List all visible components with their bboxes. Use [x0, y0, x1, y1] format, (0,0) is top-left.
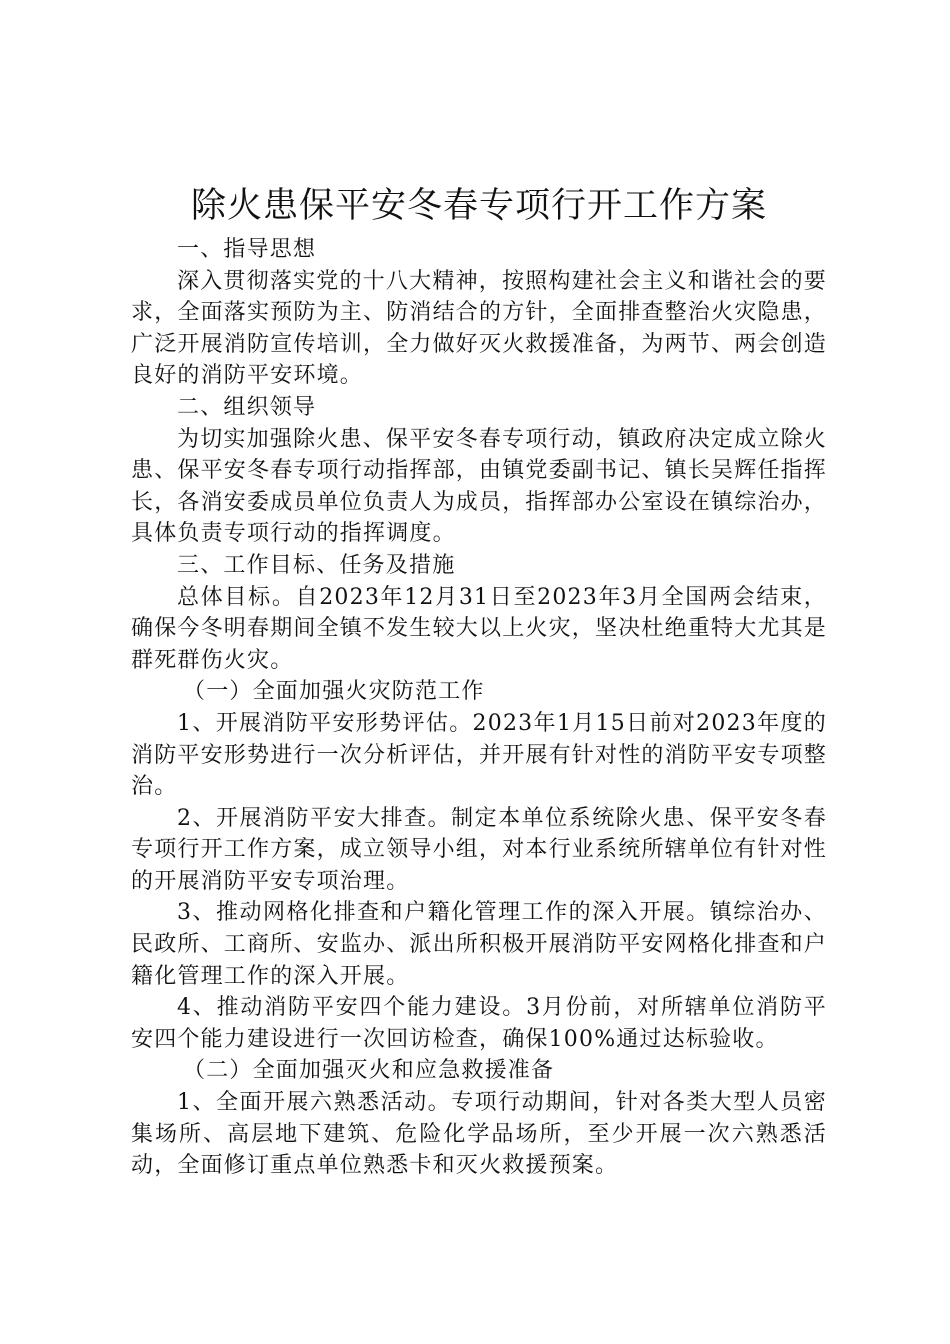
- list-item-grid-management: 3、推动网格化排查和户籍化管理工作的深入开展。镇综治办、民政所、工商所、安监办、派出所积极开展消防平安网格化排查和户籍化管理工作的深入开展。: [131, 900, 828, 989]
- subsection-heading-rescue-preparation: （二）全面加强灭火和应急救援准备: [183, 1058, 555, 1084]
- section-heading-guiding-ideology: 一、指导思想: [177, 237, 317, 262]
- list-item-six-familiarity: 1、全面开展六熟悉活动。专项行动期间，针对各类大型人员密集场所、高层地下建筑、危险化学品场所，至少开展一次六熟悉活动，全面修订重点单位熟悉卡和灭火救援预案。: [131, 1090, 827, 1179]
- document-title: 除火患保平安冬春专项行开工作方案: [190, 186, 767, 226]
- list-item-safety-inspection: 2、开展消防平安大排查。制定本单位系统除火患、保平安冬春专项行开工作方案，成立领导小组，对本行业系统所辖单位有针对性的开展消防平安专项治理。: [131, 805, 828, 894]
- paragraph-overall-goal: 总体目标。自2023年12月31日至2023年3月全国两会结束，确保今冬明春期间全镇不发生较大以上火灾，坚决杜绝重特大尤其是群死群伤火灾。: [131, 584, 828, 673]
- document-page: [131, 180, 827, 1182]
- section-heading-organization: 二、组织领导: [177, 394, 317, 420]
- paragraph-organization: 为切实加强除火患、保平安冬春专项行动，镇政府决定成立除火患、保平安冬春专项行动指挥部，由镇党委副书记、镇长吴辉任指挥长，各消安委成员单位负责人为成员，指挥部办公室设在镇综治办，具体负责专项行动的指挥调度。: [131, 426, 828, 547]
- paragraph-guiding-ideology: 深入贯彻落实党的十八大精神，按照构建社会主义和谐社会的要求，全面落实预防为主、防消结合的方针，全面排查整治火灾隐患，广泛开展消防宣传培训，全力做好灭火救援准备，为两节、两会创造良好的消防平安环境。: [131, 268, 828, 389]
- subsection-heading-fire-prevention: （一）全面加强火灾防范工作: [183, 679, 485, 705]
- list-item-safety-assessment: 1、开展消防平安形势评估。2023年1月15日前对2023年度的消防平安形势进行一次分析评估，并开展有针对性的消防平安专项整治。: [131, 710, 828, 800]
- list-item-capability-building: 4、推动消防平安四个能力建设。3月份前，对所辖单位消防平安四个能力建设进行一次回访检查，确保100%通过达标验收。: [131, 995, 827, 1052]
- section-heading-goals: 三、工作目标、任务及措施: [177, 552, 456, 578]
